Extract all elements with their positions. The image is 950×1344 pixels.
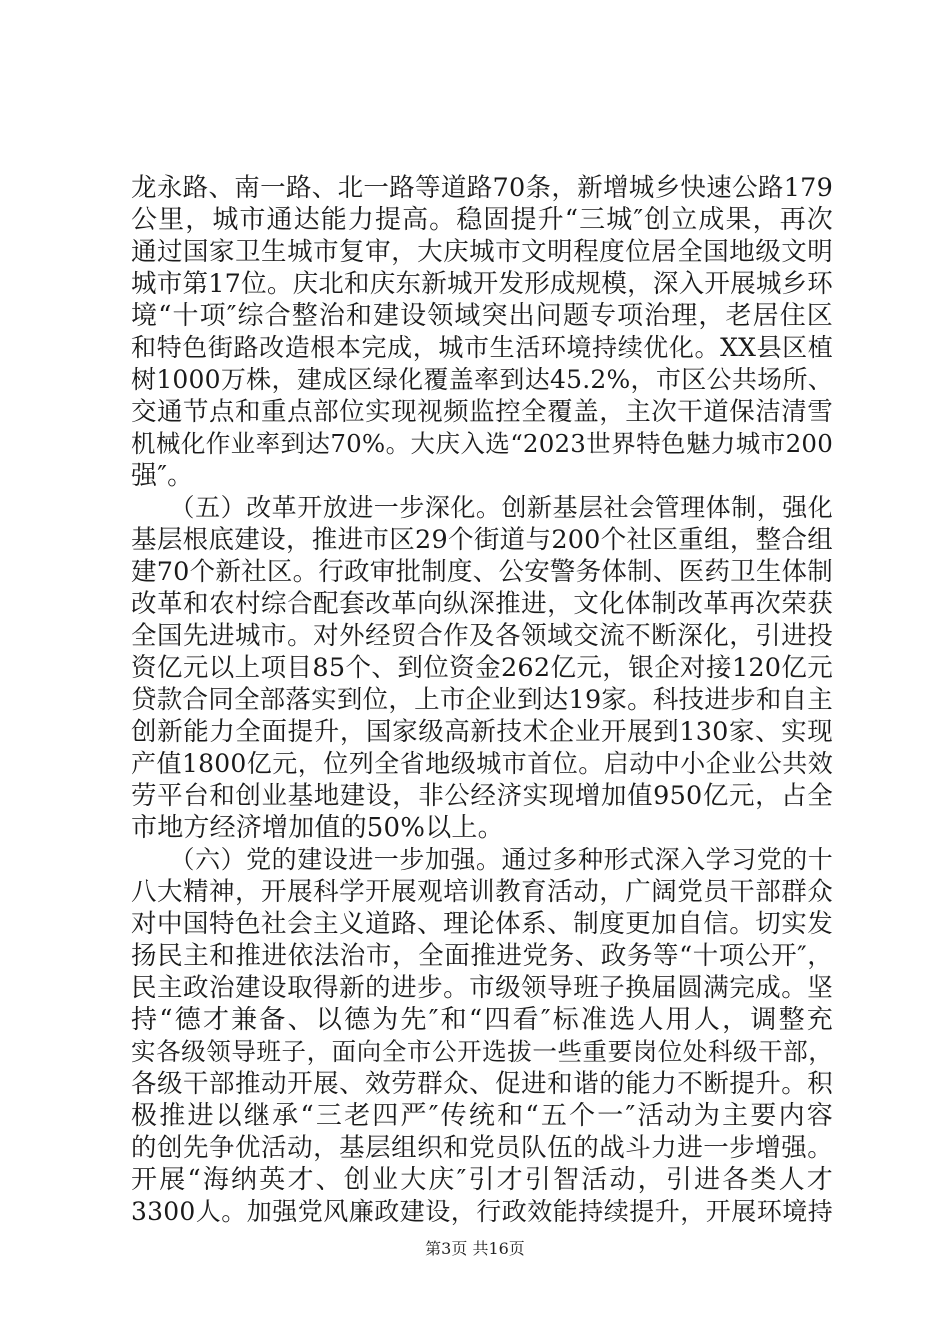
text-line: 劳平台和创业基地建设，非公经济实现增加值950亿元，占全 bbox=[131, 781, 833, 811]
text-line: 市地方经济增加值的50%以上。 bbox=[131, 813, 504, 843]
text-line: 资亿元以上项目85个、到位资金262亿元，银企对接120亿元 bbox=[131, 653, 833, 683]
text-line: （五）改革开放进一步深化。创新基层社会管理体制，强化 bbox=[131, 493, 833, 522]
text-line: 公里，城市通达能力提高。稳固提升“三城″创立成果，再次 bbox=[131, 205, 833, 235]
text-line: 建70个新社区。行政审批制度、公安警务体制、医药卫生体制 bbox=[131, 557, 833, 587]
text-line: 持“德才兼备、以德为先″和“四看″标准选人用人，调整充 bbox=[131, 1005, 833, 1035]
text-line: 民主政治建设取得新的进步。市级领导班子换届圆满完成。坚 bbox=[131, 973, 833, 1003]
text-line: 产值1800亿元，位列全省地级城市首位。启动中小企业公共效 bbox=[131, 749, 833, 778]
text-line: 改革和农村综合配套改革向纵深推进，文化体制改革再次荣获 bbox=[131, 589, 833, 619]
text-line: 龙永路、南一路、北一路等道路70条，新增城乡快速公路179 bbox=[131, 173, 833, 203]
text-line: （六）党的建设进一步加强。通过多种形式深入学习党的十 bbox=[131, 845, 833, 874]
text-line: 和特色街路改造根本完成，城市生活环境持续优化。XX县区植 bbox=[131, 333, 833, 362]
text-line: 各级干部推动开展、效劳群众、促进和谐的能力不断提升。积 bbox=[131, 1069, 833, 1099]
text-line: 城市第17位。庆北和庆东新城开发形成规模，深入开展城乡环 bbox=[131, 269, 833, 299]
text-line: 通过国家卫生城市复审，大庆城市文明程度位居全国地级文明 bbox=[131, 237, 833, 267]
text-line: 对中国特色社会主义道路、理论体系、制度更加自信。切实发 bbox=[131, 909, 833, 939]
text-line: 交通节点和重点部位实现视频监控全覆盖，主次干道保洁清雪 bbox=[131, 397, 833, 427]
text-line: 树1000万株，建成区绿化覆盖率到达45.2%，市区公共场所、 bbox=[131, 365, 833, 394]
text-line: 实各级领导班子，面向全市公开选拔一些重要岗位处科级干部， bbox=[131, 1037, 833, 1066]
text-line: 八大精神，开展科学开展观培训教育活动，广阔党员干部群众 bbox=[131, 877, 833, 907]
text-line: 贷款合同全部落实到位，上市企业到达19家。科技进步和自主 bbox=[131, 685, 833, 715]
text-line: 的创先争优活动，基层组织和党员队伍的战斗力进一步增强。 bbox=[131, 1133, 833, 1163]
text-line: 全国先进城市。对外经贸合作及各领域交流不断深化，引进投 bbox=[131, 621, 833, 651]
text-line: 强″。 bbox=[131, 461, 194, 491]
text-line: 机械化作业率到达70%。大庆入选“2023世界特色魅力城市200 bbox=[131, 429, 833, 458]
text-line: 境“十项″综合整治和建设领域突出问题专项治理，老居住区 bbox=[131, 301, 833, 331]
text-line: 扬民主和推进依法治市，全面推进党务、政务等“十项公开″， bbox=[131, 941, 833, 971]
page-footer: 第3页 共16页 bbox=[425, 1239, 525, 1258]
text-line: 创新能力全面提升，国家级高新技术企业开展到130家、实现 bbox=[131, 717, 833, 747]
text-line: 3300人。加强党风廉政建设，行政效能持续提升，开展环境持 bbox=[131, 1197, 833, 1226]
body-text bbox=[131, 172, 833, 1228]
text-line: 开展“海纳英才、创业大庆″引才引智活动，引进各类人才 bbox=[131, 1165, 833, 1195]
text-line: 极推进以继承“三老四严″传统和“五个一″活动为主要内容 bbox=[131, 1101, 833, 1131]
text-line: 基层根底建设，推进市区29个街道与200个社区重组，整合组 bbox=[131, 525, 833, 555]
